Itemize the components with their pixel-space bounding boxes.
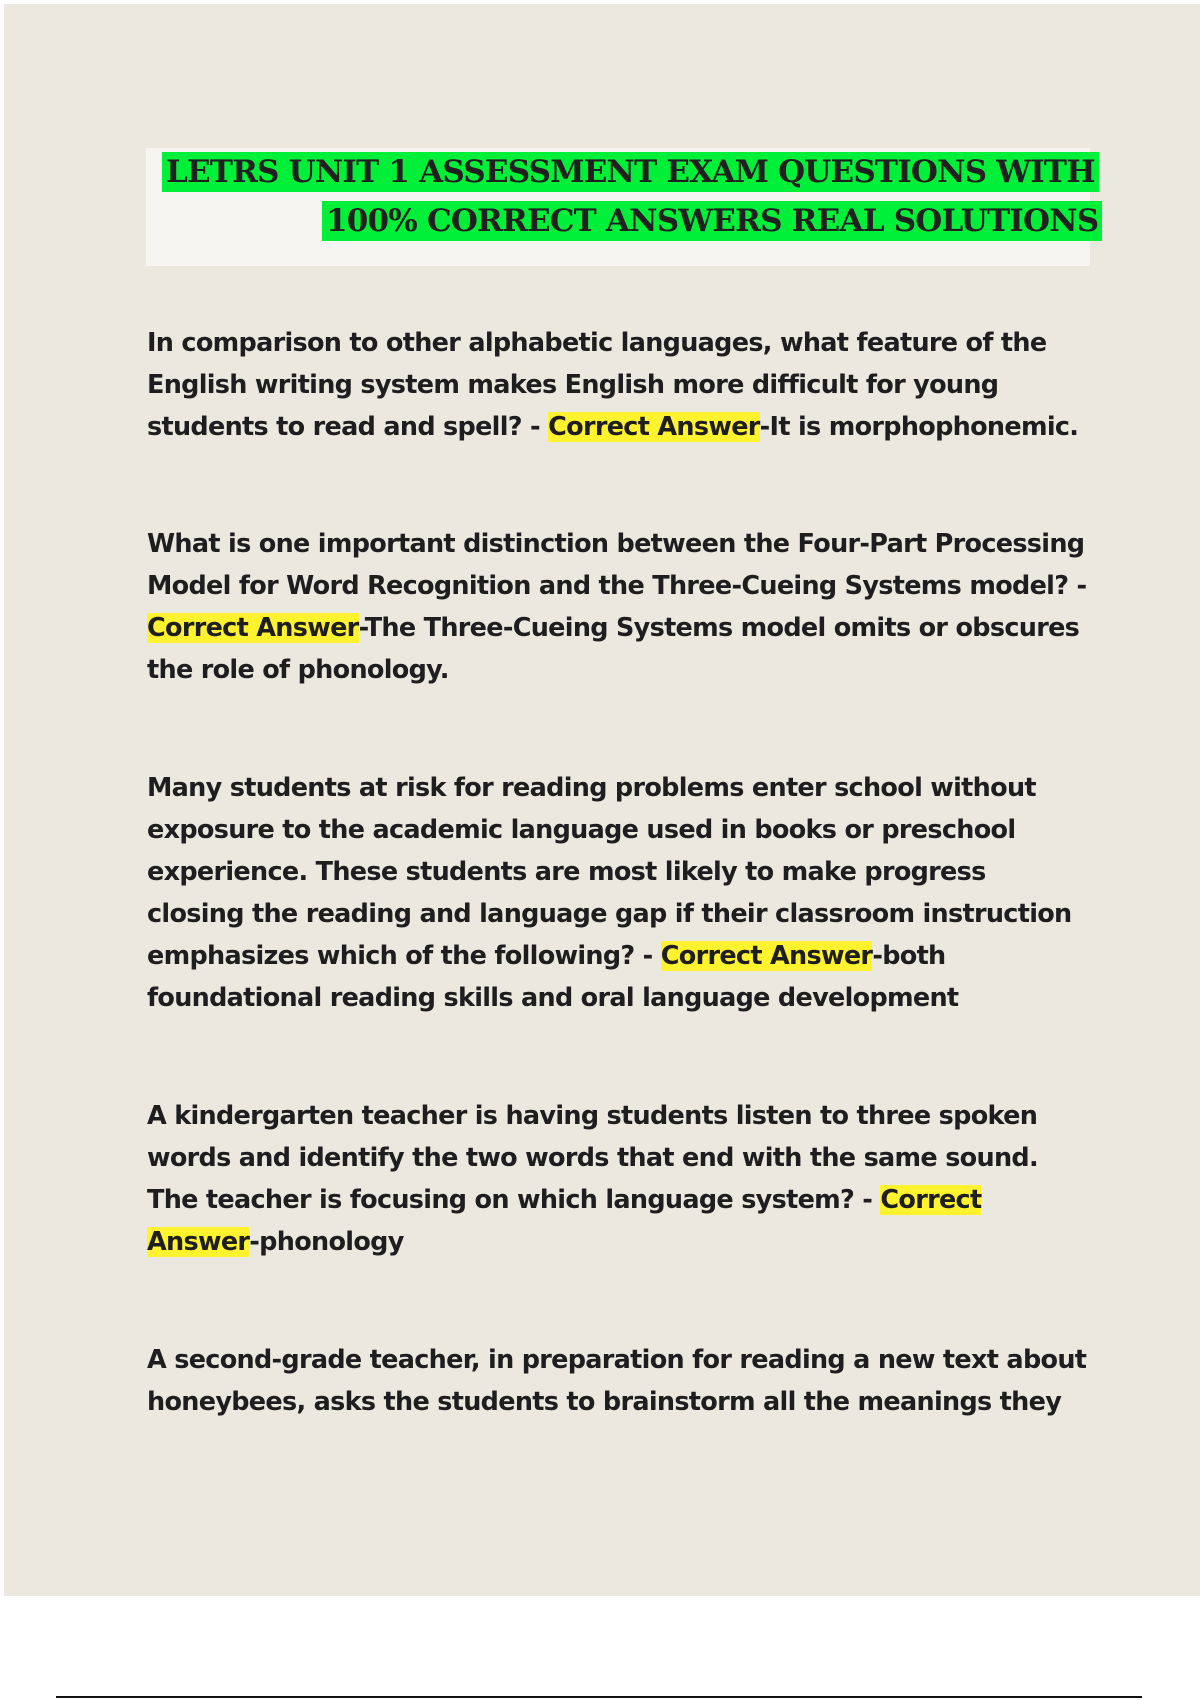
correct-answer-label: Correct Answer bbox=[660, 941, 873, 971]
document-title-line-2: 100% CORRECT ANSWERS REAL SOLUTIONS bbox=[322, 201, 1102, 241]
answer-text: -It is morphophonemic. bbox=[759, 412, 1079, 442]
qa-item-2 bbox=[147, 523, 1087, 691]
question-text: Many students at risk for reading problems enter school without exposure to the academic language used in books or preschool experience. These students are most likely to make progress closing the reading and language gap if their classroom instruction emphasizes which of the following? - bbox=[147, 773, 1072, 971]
answer-text: -both foundational reading skills and oral language development bbox=[147, 941, 959, 1013]
footer-divider bbox=[56, 1696, 1142, 1698]
correct-answer-label: Correct Answer bbox=[548, 412, 760, 442]
qa-item-3 bbox=[147, 767, 1087, 1019]
qa-item-5 bbox=[147, 1339, 1087, 1423]
qa-item-1 bbox=[147, 322, 1087, 448]
correct-answer-label: Correct Answer bbox=[147, 613, 359, 643]
answer-text: -phonology bbox=[249, 1227, 404, 1257]
question-text: What is one important distinction between the Four-Part Processing Model for Word Recognition and the Three-Cueing Systems model? - bbox=[147, 529, 1087, 601]
correct-answer-label: Correct Answer bbox=[147, 1185, 982, 1257]
question-text: A kindergarten teacher is having students listen to three spoken words and identify the two words that end with the same sound. The teacher is focusing on which language system? - bbox=[147, 1101, 1038, 1215]
answer-text: -The Three-Cueing Systems model omits or obscures the role of phonology. bbox=[147, 613, 1080, 685]
question-text: A second-grade teacher, in preparation for reading a new text about honeybees, asks the students to brainstorm all the meanings they bbox=[147, 1345, 1087, 1417]
qa-item-4 bbox=[147, 1095, 1087, 1263]
document-title-line-1: LETRS UNIT 1 ASSESSMENT EXAM QUESTIONS WITH bbox=[162, 152, 1099, 192]
question-text: In comparison to other alphabetic languages, what feature of the English writing system makes English more difficult for young students to read and spell? - bbox=[147, 328, 1047, 442]
